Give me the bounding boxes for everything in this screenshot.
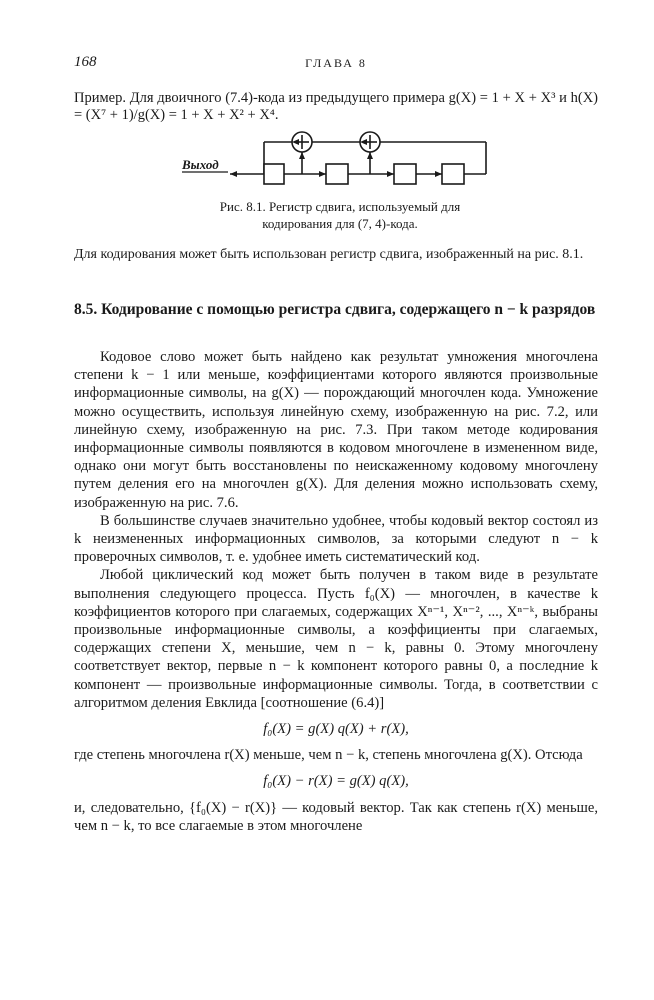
paragraph: Кодовое слово может быть найдено как результат умножения многочлена степени k − 1 или меньше, коэффициентами которого являются произвольные информационные символы, на g(X) — порождающий многочлен кода. Умножение можно осуществить, используя линейную схему, изображенную на рис. 7.2, или линейную схему, изображенную на рис. 7.3. При таком методе кодирования информационные символы появляются в кодовом многочлене в измененном виде, однако они могут быть восстановлены по неискаженному кодовому многочлену путем деления его на многочлен g(X). Для деления можно использовать схему, изображенную на рис. 7.6. (74, 349, 598, 511)
register-cell (394, 164, 416, 184)
arrow-icon (387, 171, 394, 177)
arrow-icon (435, 171, 442, 177)
paragraph: Для кодирования может быть использован регистр сдвига, изображенный на рис. 8.1. (74, 247, 584, 262)
example-text: Пример. Для двоичного (7.4)-кода из предыдущего примера g(X) = 1 + X + X³ и h(X) = (X⁷ + 1)/g(X) = 1 + X + X² + X⁴. (74, 90, 598, 123)
page-header (74, 54, 598, 74)
register-cell (442, 164, 464, 184)
figure-caption (170, 198, 510, 232)
paragraph: Любой циклический код может быть получен в таком виде в результате выполнения следующего процесса. Пусть f₀(X) — многочлен, в качестве k коэффициентов которого при слагаемых, содержащих Xⁿ⁻¹, Xⁿ⁻², ..., Xⁿ⁻ᵏ, выбраны произвольные информационные символы, а коэффициенты при слагаемых, содержащих степени X, меньшие, чем n − k, равны 0. Этому многочлену соответствует вектор, первые n − k компонент которого равны 0, а последние k компонент — произвольные информационные символы. Тогда, в соответствии с алгоритмом деления Евклида [соотношение (6.4)] (74, 567, 598, 711)
register-cell (264, 164, 284, 184)
paragraph: где степень многочлена r(X) меньше, чем n − k, степень многочлена g(X). Отсюда (74, 747, 583, 764)
running-head: ГЛАВА 8 (305, 56, 367, 70)
register-cell (326, 164, 348, 184)
example-block (74, 90, 598, 124)
paragraph: и, следовательно, {f₀(X) − r(X)} — кодовый вектор. Так как степень r(X) меньше, чем n − k, то все слагаемые в этом многочлене (74, 799, 598, 834)
caption-line: Рис. 8.1. Регистр сдвига, используемый для (219, 199, 461, 214)
arrow-icon (299, 152, 305, 159)
page-number: 168 (74, 54, 97, 70)
body-text (74, 348, 598, 835)
arrow-icon (367, 152, 373, 159)
formula: f₀(X) = g(X) q(X) + r(X), (263, 721, 409, 738)
formula: f₀(X) − r(X) = g(X) q(X), (263, 773, 409, 790)
arrow-icon (319, 171, 326, 177)
caption-line: кодирования для (7, 4)-кода. (262, 216, 418, 231)
output-label: Выход (182, 157, 219, 172)
shift-register-diagram (180, 128, 500, 194)
section-heading (74, 300, 598, 320)
paragraph: В большинстве случаев значительно удобнее, чтобы кодовый вектор состоял из k неизмененных информационных символов, за которыми следуют n − k проверочных символов, т. е. удобнее иметь систематический код. (74, 512, 598, 566)
arrow-icon (230, 171, 237, 177)
section-title: 8.5. Кодирование с помощью регистра сдвига, содержащего n − k разрядов (74, 301, 596, 318)
after-figure-paragraph (74, 246, 598, 264)
